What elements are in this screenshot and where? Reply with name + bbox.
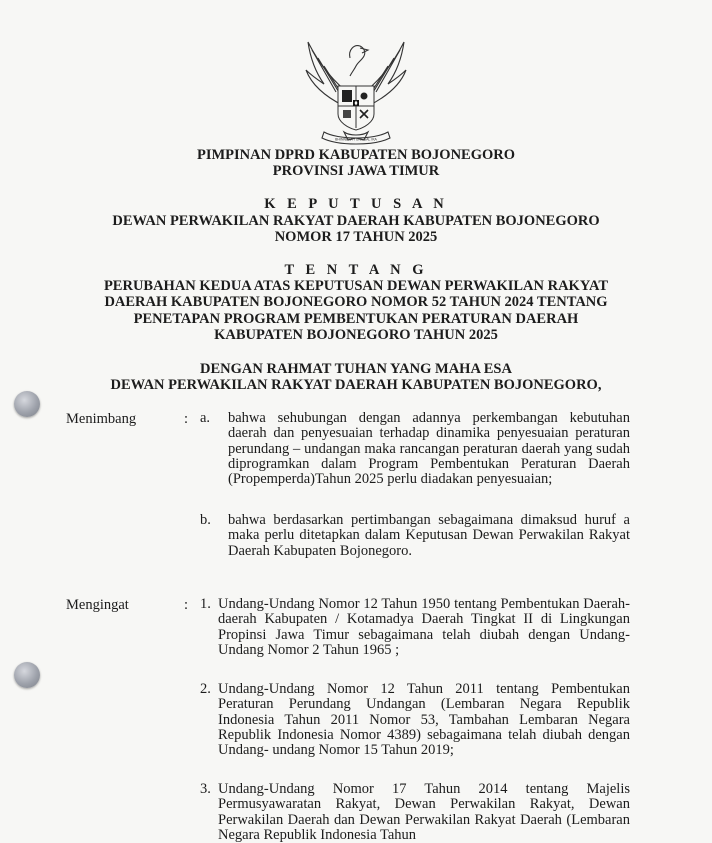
item-text: bahwa sehubungan dengan adannya perkembangan kebutuhan daerah dan penyesuaian terhadap dinamika penyesuaian peraturan perundang – undangan maka rancangan peraturan daerah yang sudah diprogramkan dalam Program Pembentukan Peraturan Daerah (Propemperda)Tahun 2025 perlu diadakan penyesuaian; <box>228 410 630 488</box>
province-line: PROVINSI JAWA TIMUR <box>272 163 440 179</box>
item-marker: 2. <box>200 681 211 697</box>
mengingat-item <box>200 597 630 658</box>
subject-line-4: KABUPATEN BOJONEGORO TAHUN 2025 <box>214 327 498 343</box>
item-text: Undang-Undang Nomor 17 Tahun 2014 tentang Majelis Permusyawaratan Rakyat, Dewan Perwakilan Rakyat, Dewan Perwakilan Daerah dan Dewan Perwakilan Rakyat Daerah (Lembaran Negara Republik Indonesia Tahun <box>218 781 630 843</box>
menimbang-item <box>200 513 630 559</box>
item-marker: a. <box>200 410 211 426</box>
item-marker: b. <box>200 512 211 528</box>
garuda-emblem-icon <box>298 36 414 148</box>
item-text: Undang-Undang Nomor 12 Tahun 1950 tentang Pembentukan Daerah-daerah Kabupaten / Kotamadya Daerah Tingkat II di Lingkungan Propinsi Jawa Timur sebagaimana telah diubah dengan Undang-Undang Nomor 2 Tahun 1965 ; <box>218 596 630 658</box>
item-marker: 3. <box>200 781 211 797</box>
issuer-line: PIMPINAN DPRD KABUPATEN BOJONEGORO <box>196 147 516 163</box>
blessing-line-1: DENGAN RAHMAT TUHAN YANG MAHA ESA <box>200 361 512 377</box>
mengingat-label: Mengingat <box>66 597 129 613</box>
subject-line-3: PENETAPAN PROGRAM PEMBENTUKAN PERATURAN DAERAH <box>133 311 579 327</box>
menimbang-label: Menimbang <box>66 411 137 427</box>
decree-number: NOMOR 17 TAHUN 2025 <box>274 229 438 245</box>
item-text: Undang-Undang Nomor 12 Tahun 2011 tentang Pembentukan Peraturan Perundang Undangan (Lembaran Negara Republik Indonesia Tahun 2011 Nomor 53, Tambahan Lembaran Negara Republik Indonesia Nomor 4389) sebagaimana telah diubah dengan Undang- undang Nomor 15 Tahun 2019; <box>218 681 630 759</box>
item-marker: 1. <box>200 596 211 612</box>
mengingat-colon: : <box>184 597 189 613</box>
mengingat-item <box>200 782 630 843</box>
menimbang-item <box>200 411 630 487</box>
menimbang-colon: : <box>184 411 189 427</box>
council-name: DEWAN PERWAKILAN RAKYAT DAERAH KABUPATEN BOJONEGORO <box>112 213 600 229</box>
mengingat-item <box>200 682 630 758</box>
subject-line-2: DAERAH KABUPATEN BOJONEGORO NOMOR 52 TAHUN 2024 TENTANG <box>104 294 608 310</box>
emblem-motto: BHINNEKA TUNGGAL IKA <box>335 137 377 142</box>
punch-hole-bottom <box>14 662 40 688</box>
decree-heading: K E P U T U S A N <box>264 196 448 212</box>
subject-heading: T E N T A N G <box>284 262 428 278</box>
blessing-line-2: DEWAN PERWAKILAN RAKYAT DAERAH KABUPATEN BOJONEGORO, <box>110 377 602 393</box>
item-text: bahwa berdasarkan pertimbangan sebagaimana dimaksud huruf a maka perlu ditetapkan dalam Keputusan Dewan Perwakilan Rakyat Daerah Kabupaten Bojonegoro. <box>228 512 630 559</box>
subject-line-1: PERUBAHAN KEDUA ATAS KEPUTUSAN DEWAN PERWAKILAN RAKYAT <box>103 278 609 294</box>
punch-hole-top <box>14 391 40 417</box>
